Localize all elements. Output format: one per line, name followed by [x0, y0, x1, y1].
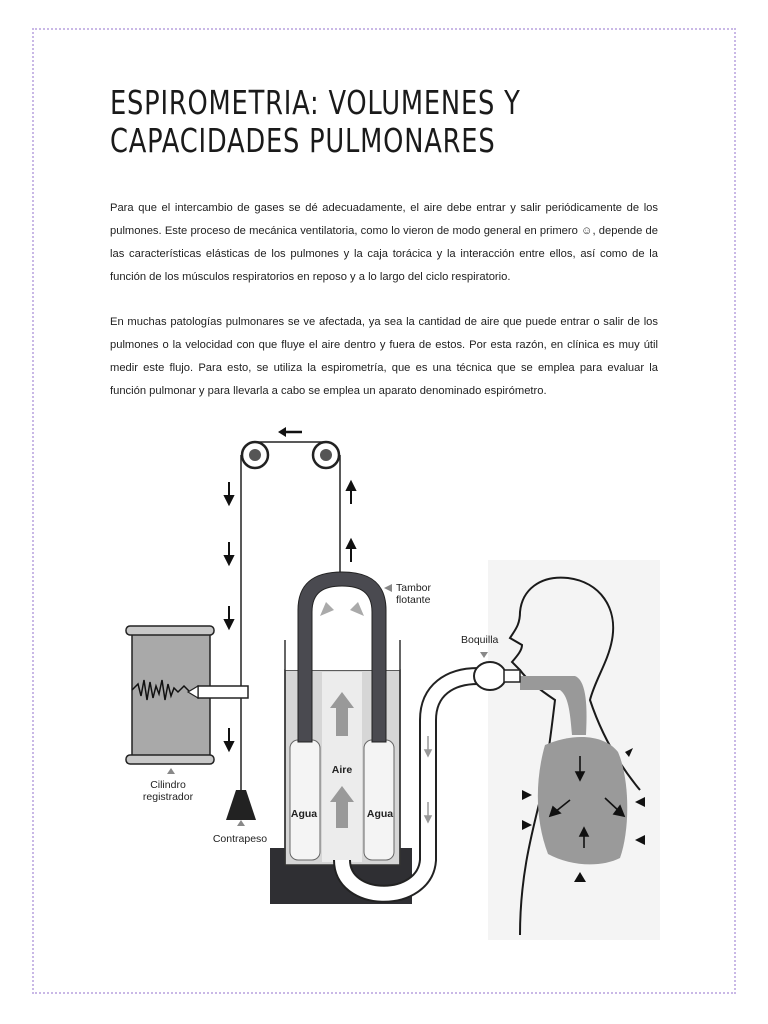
label-boquilla: Boquilla	[461, 634, 499, 646]
label-aire: Aire	[331, 764, 353, 776]
title-line-1: ESPIROMETRIA: VOLUMENES Y	[110, 83, 521, 122]
label-tambor-line1: Tambor	[396, 582, 432, 594]
label-agua-right: Agua	[366, 808, 394, 820]
label-contrapeso: Contrapeso	[212, 833, 268, 845]
spirometer-tank	[270, 572, 412, 904]
label-cilindro-line1: Cilindro	[150, 779, 186, 791]
intro-paragraph: Para que el intercambio de gases se dé adecuadamente, el aire debe entrar y salir periódicamente de los pulmones. Este proceso de mecánica ventilatoria, como lo vieron de modo general en primero ☺, depende de las características elásticas de los pulmones y la caja torácica y la interacción entre ellos, así como de la función de los músculos respiratorios en reposo y a lo largo del ciclo respiratorio.	[110, 202, 658, 283]
title-line-2: CAPACIDADES PULMONARES	[110, 121, 496, 160]
label-agua-left: Agua	[290, 808, 318, 820]
label-cilindro-line2: registrador	[142, 791, 194, 803]
spirometry-paragraph: En muchas patologías pulmonares se ve afectada, ya sea la cantidad de aire que puede entrar o salir de los pulmones o la velocidad con que fluye el aire dentro y fuera de estos. Por esta razón, en clínica es muy útil medir este flujo. Para esto, se utiliza la espirometría, que es una técnica que se emplea para evaluar la función pulmonar y para llevarla a cabo se emplea un aparato denominado espirómetro.	[110, 316, 658, 397]
label-tambor-line2: flotante	[396, 594, 431, 606]
counterweight	[226, 790, 256, 826]
recording-cylinder	[126, 626, 248, 774]
person-illustration	[488, 560, 660, 940]
